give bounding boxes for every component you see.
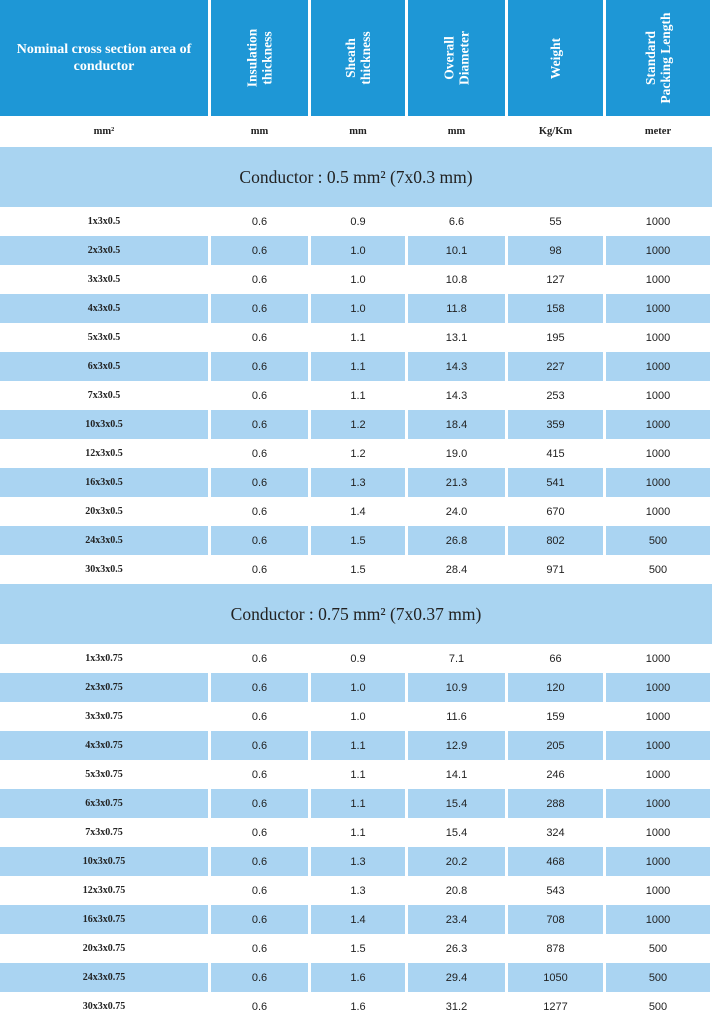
cell-packing: 1000 bbox=[606, 905, 710, 934]
cell-cable-size: 3x3x0.5 bbox=[87, 274, 121, 285]
cell-cable-size: 12x3x0.5 bbox=[85, 448, 123, 459]
header-sheath-label: Sheath thickness bbox=[343, 31, 373, 85]
cell-diameter: 23.4 bbox=[408, 905, 505, 934]
header-weight bbox=[508, 0, 603, 116]
cell-diameter: 6.6 bbox=[448, 215, 465, 228]
cell-packing: 1000 bbox=[606, 789, 710, 818]
cell-insulation: 0.6 bbox=[211, 294, 308, 323]
cell-packing: 1000 bbox=[645, 447, 671, 460]
cell-insulation: 0.6 bbox=[251, 1000, 268, 1013]
cell-sheath: 1.6 bbox=[350, 1000, 366, 1013]
cell-insulation: 0.6 bbox=[211, 905, 308, 934]
cell-diameter: 20.8 bbox=[445, 884, 468, 897]
cell-sheath: 0.9 bbox=[350, 215, 366, 228]
table-body bbox=[0, 147, 712, 1021]
header-cross-section-label: Nominal cross section area of conductor bbox=[16, 42, 192, 74]
header-packing bbox=[606, 0, 710, 116]
cell-insulation: 0.6 bbox=[211, 410, 308, 439]
cell-cable-size: 30x3x0.75 bbox=[82, 1001, 126, 1012]
header-row bbox=[0, 0, 712, 116]
cell-packing: 500 bbox=[648, 563, 668, 576]
unit-cell: mm bbox=[408, 116, 505, 147]
header-diameter-label: Overall Diameter bbox=[441, 31, 472, 85]
table-row bbox=[0, 265, 712, 294]
cell-weight: 127 bbox=[546, 273, 565, 286]
cell-packing: 1000 bbox=[606, 468, 710, 497]
cell-cable-size: 4x3x0.5 bbox=[0, 294, 208, 323]
cell-sheath: 1.5 bbox=[350, 942, 366, 955]
cell-sheath: 1.3 bbox=[311, 468, 405, 497]
header-diameter bbox=[408, 0, 505, 116]
table-row bbox=[0, 644, 712, 673]
table-row bbox=[0, 789, 712, 818]
cell-diameter: 20.2 bbox=[408, 847, 505, 876]
cell-packing: 1000 bbox=[606, 731, 710, 760]
cell-insulation: 0.6 bbox=[251, 447, 268, 460]
cell-cable-size: 10x3x0.75 bbox=[0, 847, 208, 876]
cell-cable-size: 6x3x0.75 bbox=[0, 789, 208, 818]
cell-sheath: 1.1 bbox=[311, 789, 405, 818]
cell-sheath: 1.1 bbox=[350, 389, 366, 402]
table-row bbox=[0, 876, 712, 905]
cell-weight: 324 bbox=[546, 826, 565, 839]
cell-weight: 55 bbox=[549, 215, 562, 228]
cell-packing: 1000 bbox=[645, 826, 671, 839]
table-row bbox=[0, 381, 712, 410]
cell-sheath: 1.0 bbox=[311, 673, 405, 702]
cell-diameter: 26.3 bbox=[445, 942, 468, 955]
cell-packing: 1000 bbox=[606, 294, 710, 323]
cell-packing: 1000 bbox=[645, 273, 671, 286]
cell-sheath: 1.5 bbox=[350, 563, 366, 576]
cell-weight: 158 bbox=[508, 294, 603, 323]
cell-packing: 1000 bbox=[645, 768, 671, 781]
cell-diameter: 7.1 bbox=[448, 652, 465, 665]
cell-packing: 1000 bbox=[606, 673, 710, 702]
cell-insulation: 0.6 bbox=[251, 768, 268, 781]
cell-insulation: 0.6 bbox=[251, 331, 268, 344]
cell-packing: 1000 bbox=[645, 710, 671, 723]
cell-weight: 246 bbox=[546, 768, 565, 781]
cell-weight: 670 bbox=[546, 505, 565, 518]
cell-cable-size: 3x3x0.75 bbox=[85, 711, 123, 722]
cell-insulation: 0.6 bbox=[251, 884, 268, 897]
cell-insulation: 0.6 bbox=[251, 652, 268, 665]
header-sheath bbox=[311, 0, 405, 116]
table-row bbox=[0, 555, 712, 584]
cell-weight: 415 bbox=[546, 447, 565, 460]
cell-insulation: 0.6 bbox=[211, 731, 308, 760]
cell-cable-size: 2x3x0.75 bbox=[0, 673, 208, 702]
cell-insulation: 0.6 bbox=[211, 963, 308, 992]
table-row bbox=[0, 323, 712, 352]
cell-insulation: 0.6 bbox=[211, 847, 308, 876]
cell-weight: 971 bbox=[546, 563, 565, 576]
cell-sheath: 1.0 bbox=[350, 710, 366, 723]
table-row bbox=[0, 992, 712, 1021]
cell-cable-size: 30x3x0.5 bbox=[85, 564, 123, 575]
table-row bbox=[0, 352, 712, 381]
units-row bbox=[0, 116, 712, 147]
cell-insulation: 0.6 bbox=[211, 526, 308, 555]
cell-sheath: 1.0 bbox=[311, 236, 405, 265]
cell-diameter: 24.0 bbox=[445, 505, 468, 518]
unit-cell: Kg/Km bbox=[508, 116, 603, 147]
cell-diameter: 26.8 bbox=[408, 526, 505, 555]
cell-sheath: 0.9 bbox=[350, 652, 366, 665]
section-title: Conductor : 0.75 mm² (7x0.37 mm) bbox=[0, 584, 712, 644]
cell-diameter: 14.3 bbox=[445, 389, 468, 402]
cell-diameter: 29.4 bbox=[408, 963, 505, 992]
cell-diameter: 19.0 bbox=[445, 447, 468, 460]
cell-diameter: 12.9 bbox=[408, 731, 505, 760]
cell-sheath: 1.6 bbox=[311, 963, 405, 992]
table-row bbox=[0, 760, 712, 789]
cell-weight: 1277 bbox=[543, 1000, 568, 1013]
cell-cable-size: 5x3x0.75 bbox=[85, 769, 123, 780]
cell-sheath: 1.5 bbox=[311, 526, 405, 555]
table-row bbox=[0, 847, 712, 876]
cell-diameter: 11.6 bbox=[446, 710, 467, 723]
cell-cable-size: 16x3x0.5 bbox=[0, 468, 208, 497]
cell-weight: 541 bbox=[508, 468, 603, 497]
table-row bbox=[0, 673, 712, 702]
cell-diameter: 14.1 bbox=[445, 768, 468, 781]
table-row bbox=[0, 497, 712, 526]
cell-insulation: 0.6 bbox=[211, 236, 308, 265]
cell-diameter: 15.4 bbox=[408, 789, 505, 818]
cell-cable-size: 12x3x0.75 bbox=[82, 885, 126, 896]
unit-cell: meter bbox=[606, 116, 710, 147]
cell-weight: 205 bbox=[508, 731, 603, 760]
cell-sheath: 1.2 bbox=[311, 410, 405, 439]
cell-diameter: 10.8 bbox=[445, 273, 468, 286]
table-row bbox=[0, 294, 712, 323]
cell-sheath: 1.3 bbox=[311, 847, 405, 876]
cell-sheath: 1.0 bbox=[311, 294, 405, 323]
cell-insulation: 0.6 bbox=[251, 273, 268, 286]
cell-insulation: 0.6 bbox=[251, 942, 268, 955]
cell-insulation: 0.6 bbox=[251, 505, 268, 518]
cell-cable-size: 20x3x0.5 bbox=[85, 506, 123, 517]
cell-weight: 543 bbox=[546, 884, 565, 897]
cell-packing: 1000 bbox=[606, 410, 710, 439]
cell-weight: 159 bbox=[546, 710, 565, 723]
cell-weight: 253 bbox=[546, 389, 565, 402]
cell-diameter: 13.1 bbox=[445, 331, 468, 344]
cell-diameter: 14.3 bbox=[408, 352, 505, 381]
cell-cable-size: 2x3x0.5 bbox=[0, 236, 208, 265]
cell-packing: 500 bbox=[648, 1000, 668, 1013]
header-weight-label: Weight bbox=[548, 37, 563, 79]
cell-diameter: 15.4 bbox=[445, 826, 468, 839]
table-row bbox=[0, 731, 712, 760]
table-row bbox=[0, 702, 712, 731]
cell-packing: 500 bbox=[606, 963, 710, 992]
cell-insulation: 0.6 bbox=[251, 710, 268, 723]
unit-cell: mm² bbox=[0, 116, 208, 147]
cell-diameter: 10.9 bbox=[408, 673, 505, 702]
header-insulation-label: Insulation thickness bbox=[244, 28, 275, 88]
cell-insulation: 0.6 bbox=[251, 826, 268, 839]
cell-insulation: 0.6 bbox=[211, 789, 308, 818]
cell-sheath: 1.1 bbox=[350, 768, 366, 781]
cell-diameter: 28.4 bbox=[445, 563, 468, 576]
cell-cable-size: 6x3x0.5 bbox=[0, 352, 208, 381]
cell-weight: 708 bbox=[508, 905, 603, 934]
cell-cable-size: 20x3x0.75 bbox=[82, 943, 126, 954]
cell-weight: 227 bbox=[508, 352, 603, 381]
cell-insulation: 0.6 bbox=[251, 389, 268, 402]
cell-cable-size: 4x3x0.75 bbox=[0, 731, 208, 760]
cell-insulation: 0.6 bbox=[211, 352, 308, 381]
cell-weight: 195 bbox=[546, 331, 565, 344]
cell-sheath: 1.4 bbox=[350, 505, 366, 518]
unit-cell: mm bbox=[311, 116, 405, 147]
cell-packing: 1000 bbox=[645, 331, 671, 344]
cell-cable-size: 16x3x0.75 bbox=[0, 905, 208, 934]
table-row bbox=[0, 439, 712, 468]
cell-weight: 468 bbox=[508, 847, 603, 876]
cell-diameter: 18.4 bbox=[408, 410, 505, 439]
cell-sheath: 1.1 bbox=[350, 826, 366, 839]
cell-packing: 1000 bbox=[606, 236, 710, 265]
table-row bbox=[0, 905, 712, 934]
cell-insulation: 0.6 bbox=[251, 563, 268, 576]
cell-packing: 1000 bbox=[606, 352, 710, 381]
table-row bbox=[0, 236, 712, 265]
cell-cable-size: 1x3x0.5 bbox=[87, 216, 121, 227]
cell-sheath: 1.1 bbox=[350, 331, 366, 344]
table-row bbox=[0, 410, 712, 439]
cell-diameter: 21.3 bbox=[408, 468, 505, 497]
cell-weight: 66 bbox=[549, 652, 562, 665]
cell-weight: 802 bbox=[508, 526, 603, 555]
cell-insulation: 0.6 bbox=[211, 468, 308, 497]
cell-weight: 120 bbox=[508, 673, 603, 702]
cell-weight: 288 bbox=[508, 789, 603, 818]
cell-packing: 500 bbox=[648, 942, 668, 955]
table-row bbox=[0, 526, 712, 555]
unit-cell: mm bbox=[211, 116, 308, 147]
cell-cable-size: 24x3x0.5 bbox=[0, 526, 208, 555]
table-row bbox=[0, 934, 712, 963]
cell-sheath: 1.1 bbox=[311, 731, 405, 760]
table-row bbox=[0, 963, 712, 992]
cell-cable-size: 24x3x0.75 bbox=[0, 963, 208, 992]
header-insulation bbox=[211, 0, 308, 116]
cell-packing: 1000 bbox=[645, 652, 671, 665]
cell-weight: 1050 bbox=[508, 963, 603, 992]
cell-cable-size: 10x3x0.5 bbox=[0, 410, 208, 439]
table-row bbox=[0, 207, 712, 236]
cell-weight: 359 bbox=[508, 410, 603, 439]
cell-diameter: 31.2 bbox=[445, 1000, 468, 1013]
cell-packing: 1000 bbox=[645, 884, 671, 897]
cell-sheath: 1.3 bbox=[350, 884, 366, 897]
cell-packing: 1000 bbox=[645, 389, 671, 402]
cell-packing: 1000 bbox=[645, 505, 671, 518]
cell-diameter: 11.8 bbox=[408, 294, 505, 323]
cell-packing: 1000 bbox=[645, 215, 671, 228]
cell-weight: 98 bbox=[508, 236, 603, 265]
section-title: Conductor : 0.5 mm² (7x0.3 mm) bbox=[0, 147, 712, 207]
table-row bbox=[0, 468, 712, 497]
cell-cable-size: 7x3x0.75 bbox=[85, 827, 123, 838]
header-packing-label: Standard Packing Length bbox=[643, 12, 673, 104]
cell-sheath: 1.4 bbox=[311, 905, 405, 934]
cell-insulation: 0.6 bbox=[251, 215, 268, 228]
cell-insulation: 0.6 bbox=[211, 673, 308, 702]
cell-diameter: 10.1 bbox=[408, 236, 505, 265]
cell-weight: 878 bbox=[546, 942, 565, 955]
table-row bbox=[0, 818, 712, 847]
cell-cable-size: 5x3x0.5 bbox=[87, 332, 121, 343]
cell-sheath: 1.1 bbox=[311, 352, 405, 381]
cell-cable-size: 1x3x0.75 bbox=[85, 653, 123, 664]
header-cross-section bbox=[0, 0, 208, 116]
cell-sheath: 1.0 bbox=[350, 273, 366, 286]
cell-cable-size: 7x3x0.5 bbox=[87, 390, 121, 401]
cell-packing: 500 bbox=[606, 526, 710, 555]
cell-packing: 1000 bbox=[606, 847, 710, 876]
cell-sheath: 1.2 bbox=[350, 447, 366, 460]
